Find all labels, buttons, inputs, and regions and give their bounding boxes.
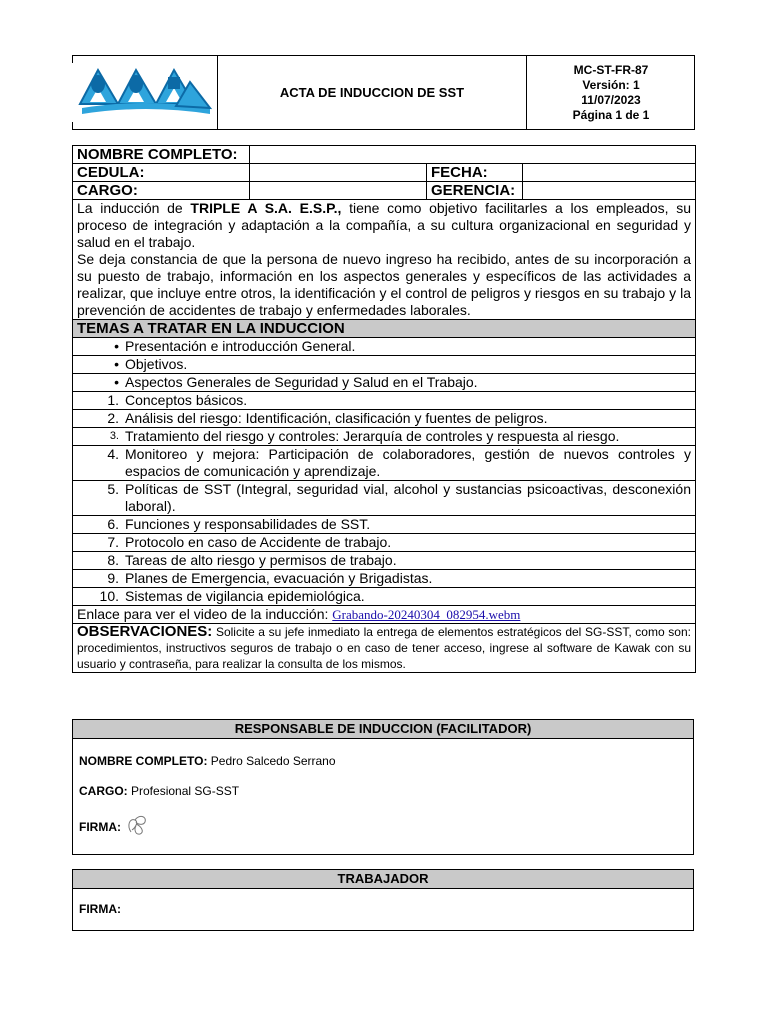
intro-paragraph-1: La inducción de TRIPLE A S.A. E.S.P., tiene como objetivo facilitarles a los empleados, su proceso de integración y adaptación a la compañía, a su cultura organizacional en seguridad y salud en el trabajo. bbox=[77, 200, 692, 250]
document-title: ACTA DE INDUCCION DE SST bbox=[218, 56, 527, 129]
nombre-row bbox=[73, 146, 696, 164]
observaciones-text: Solicite a su jefe inmediato la entrega de elementos estratégicos del SG-SST, como son: procedimientos, instructivos seguros de trabajo o en caso de tener acceso, ingrese al software de Kawak con su usuario y contraseña, para realizar la consulta de los mismos. bbox=[77, 625, 691, 671]
bullet-icon: • bbox=[114, 374, 119, 390]
video-link[interactable]: Grabando-20240304_082954.webm bbox=[332, 607, 521, 622]
responsable-section bbox=[72, 719, 694, 855]
topics-heading: TEMAS A TRATAR EN LA INDUCCION bbox=[73, 320, 696, 338]
gerencia-label: GERENCIA: bbox=[427, 182, 523, 200]
list-item: • Aspectos Generales de Seguridad y Salud en el Trabajo. bbox=[73, 374, 696, 392]
signature-icon bbox=[123, 812, 151, 838]
company-logo bbox=[73, 56, 218, 129]
document-version: Versión: 1 bbox=[582, 77, 640, 92]
cargo-field[interactable] bbox=[250, 182, 427, 200]
list-item: 10. Sistemas de vigilancia epidemiológica. bbox=[73, 588, 696, 606]
observaciones-label: OBSERVACIONES: bbox=[77, 623, 213, 640]
nombre-field[interactable] bbox=[250, 146, 696, 164]
document-header bbox=[73, 55, 695, 130]
list-item: 7. Protocolo en caso de Accidente de trabajo. bbox=[73, 534, 696, 552]
cedula-label: CEDULA: bbox=[73, 164, 250, 182]
cargo-row bbox=[73, 182, 696, 200]
responsable-cargo-value: Profesional SG-SST bbox=[127, 784, 240, 798]
trabajador-firma: FIRMA: bbox=[79, 902, 121, 916]
video-link-label: Enlace para ver el video de la inducción: bbox=[77, 606, 333, 622]
nombre-label: NOMBRE COMPLETO: bbox=[73, 146, 250, 164]
trabajador-section bbox=[72, 869, 694, 931]
observaciones bbox=[73, 624, 696, 673]
document-code: MC-ST-FR-87 bbox=[573, 62, 649, 77]
list-item: 6. Funciones y responsabilidades de SST. bbox=[73, 516, 696, 534]
bullet-icon: • bbox=[114, 356, 119, 372]
document-date: 11/07/2023 bbox=[581, 92, 641, 107]
company-name: TRIPLE A S.A. E.S.P., bbox=[190, 200, 342, 216]
list-item: 1. Conceptos básicos. bbox=[73, 392, 696, 410]
document-page: Página 1 de 1 bbox=[572, 107, 650, 122]
intro-paragraphs bbox=[73, 200, 696, 320]
induction-form-table bbox=[72, 145, 696, 673]
cedula-field[interactable] bbox=[250, 164, 427, 182]
cedula-row bbox=[73, 164, 696, 182]
gerencia-field[interactable] bbox=[523, 182, 696, 200]
fecha-field[interactable] bbox=[523, 164, 696, 182]
list-item: 9. Planes de Emergencia, evacuación y Brigadistas. bbox=[73, 570, 696, 588]
trabajador-heading: TRABAJADOR bbox=[73, 870, 693, 889]
bullet-icon: • bbox=[114, 338, 119, 354]
triple-a-logo-icon bbox=[76, 62, 216, 122]
responsable-nombre: NOMBRE COMPLETO: Pedro Salcedo Serrano bbox=[79, 754, 336, 768]
list-item: • Objetivos. bbox=[73, 356, 696, 374]
cargo-label: CARGO: bbox=[73, 182, 250, 200]
responsable-nombre-value: Pedro Salcedo Serrano bbox=[207, 754, 336, 768]
list-item: 5. Políticas de SST (Integral, seguridad vial, alcohol y sustancias psicoactivas, desconexión laboral). bbox=[73, 481, 696, 516]
responsable-cargo: CARGO: Profesional SG-SST bbox=[79, 784, 240, 798]
list-item: 8. Tareas de alto riesgo y permisos de trabajo. bbox=[73, 552, 696, 570]
responsable-heading: RESPONSABLE DE INDUCCION (FACILITADOR) bbox=[73, 720, 693, 739]
responsable-firma: FIRMA: bbox=[79, 820, 121, 834]
list-item: 3. Tratamiento del riesgo y controles: Jerarquía de controles y respuesta al riesgo. bbox=[73, 428, 696, 446]
list-item: 2. Análisis del riesgo: Identificación, clasificación y fuentes de peligros. bbox=[73, 410, 696, 428]
list-item: • Presentación e introducción General. bbox=[73, 338, 696, 356]
fecha-label: FECHA: bbox=[427, 164, 523, 182]
intro-paragraph-2: Se deja constancia de que la persona de nuevo ingreso ha recibido, antes de su incorporación a su puesto de trabajo, información en los aspectos generales y específicos de las actividades a realizar, que incluye entre otros, la identificación y el control de peligros y riesgos en su trabajo y la prevención de accidentes de trabajo y enfermedades laborales. bbox=[77, 251, 691, 318]
list-item: 4. Monitoreo y mejora: Participación de colaboradores, gestión de nuevos controles y espacios de comunicación y aprendizaje. bbox=[73, 446, 696, 481]
video-link-row bbox=[73, 606, 696, 624]
document-meta bbox=[527, 56, 695, 129]
